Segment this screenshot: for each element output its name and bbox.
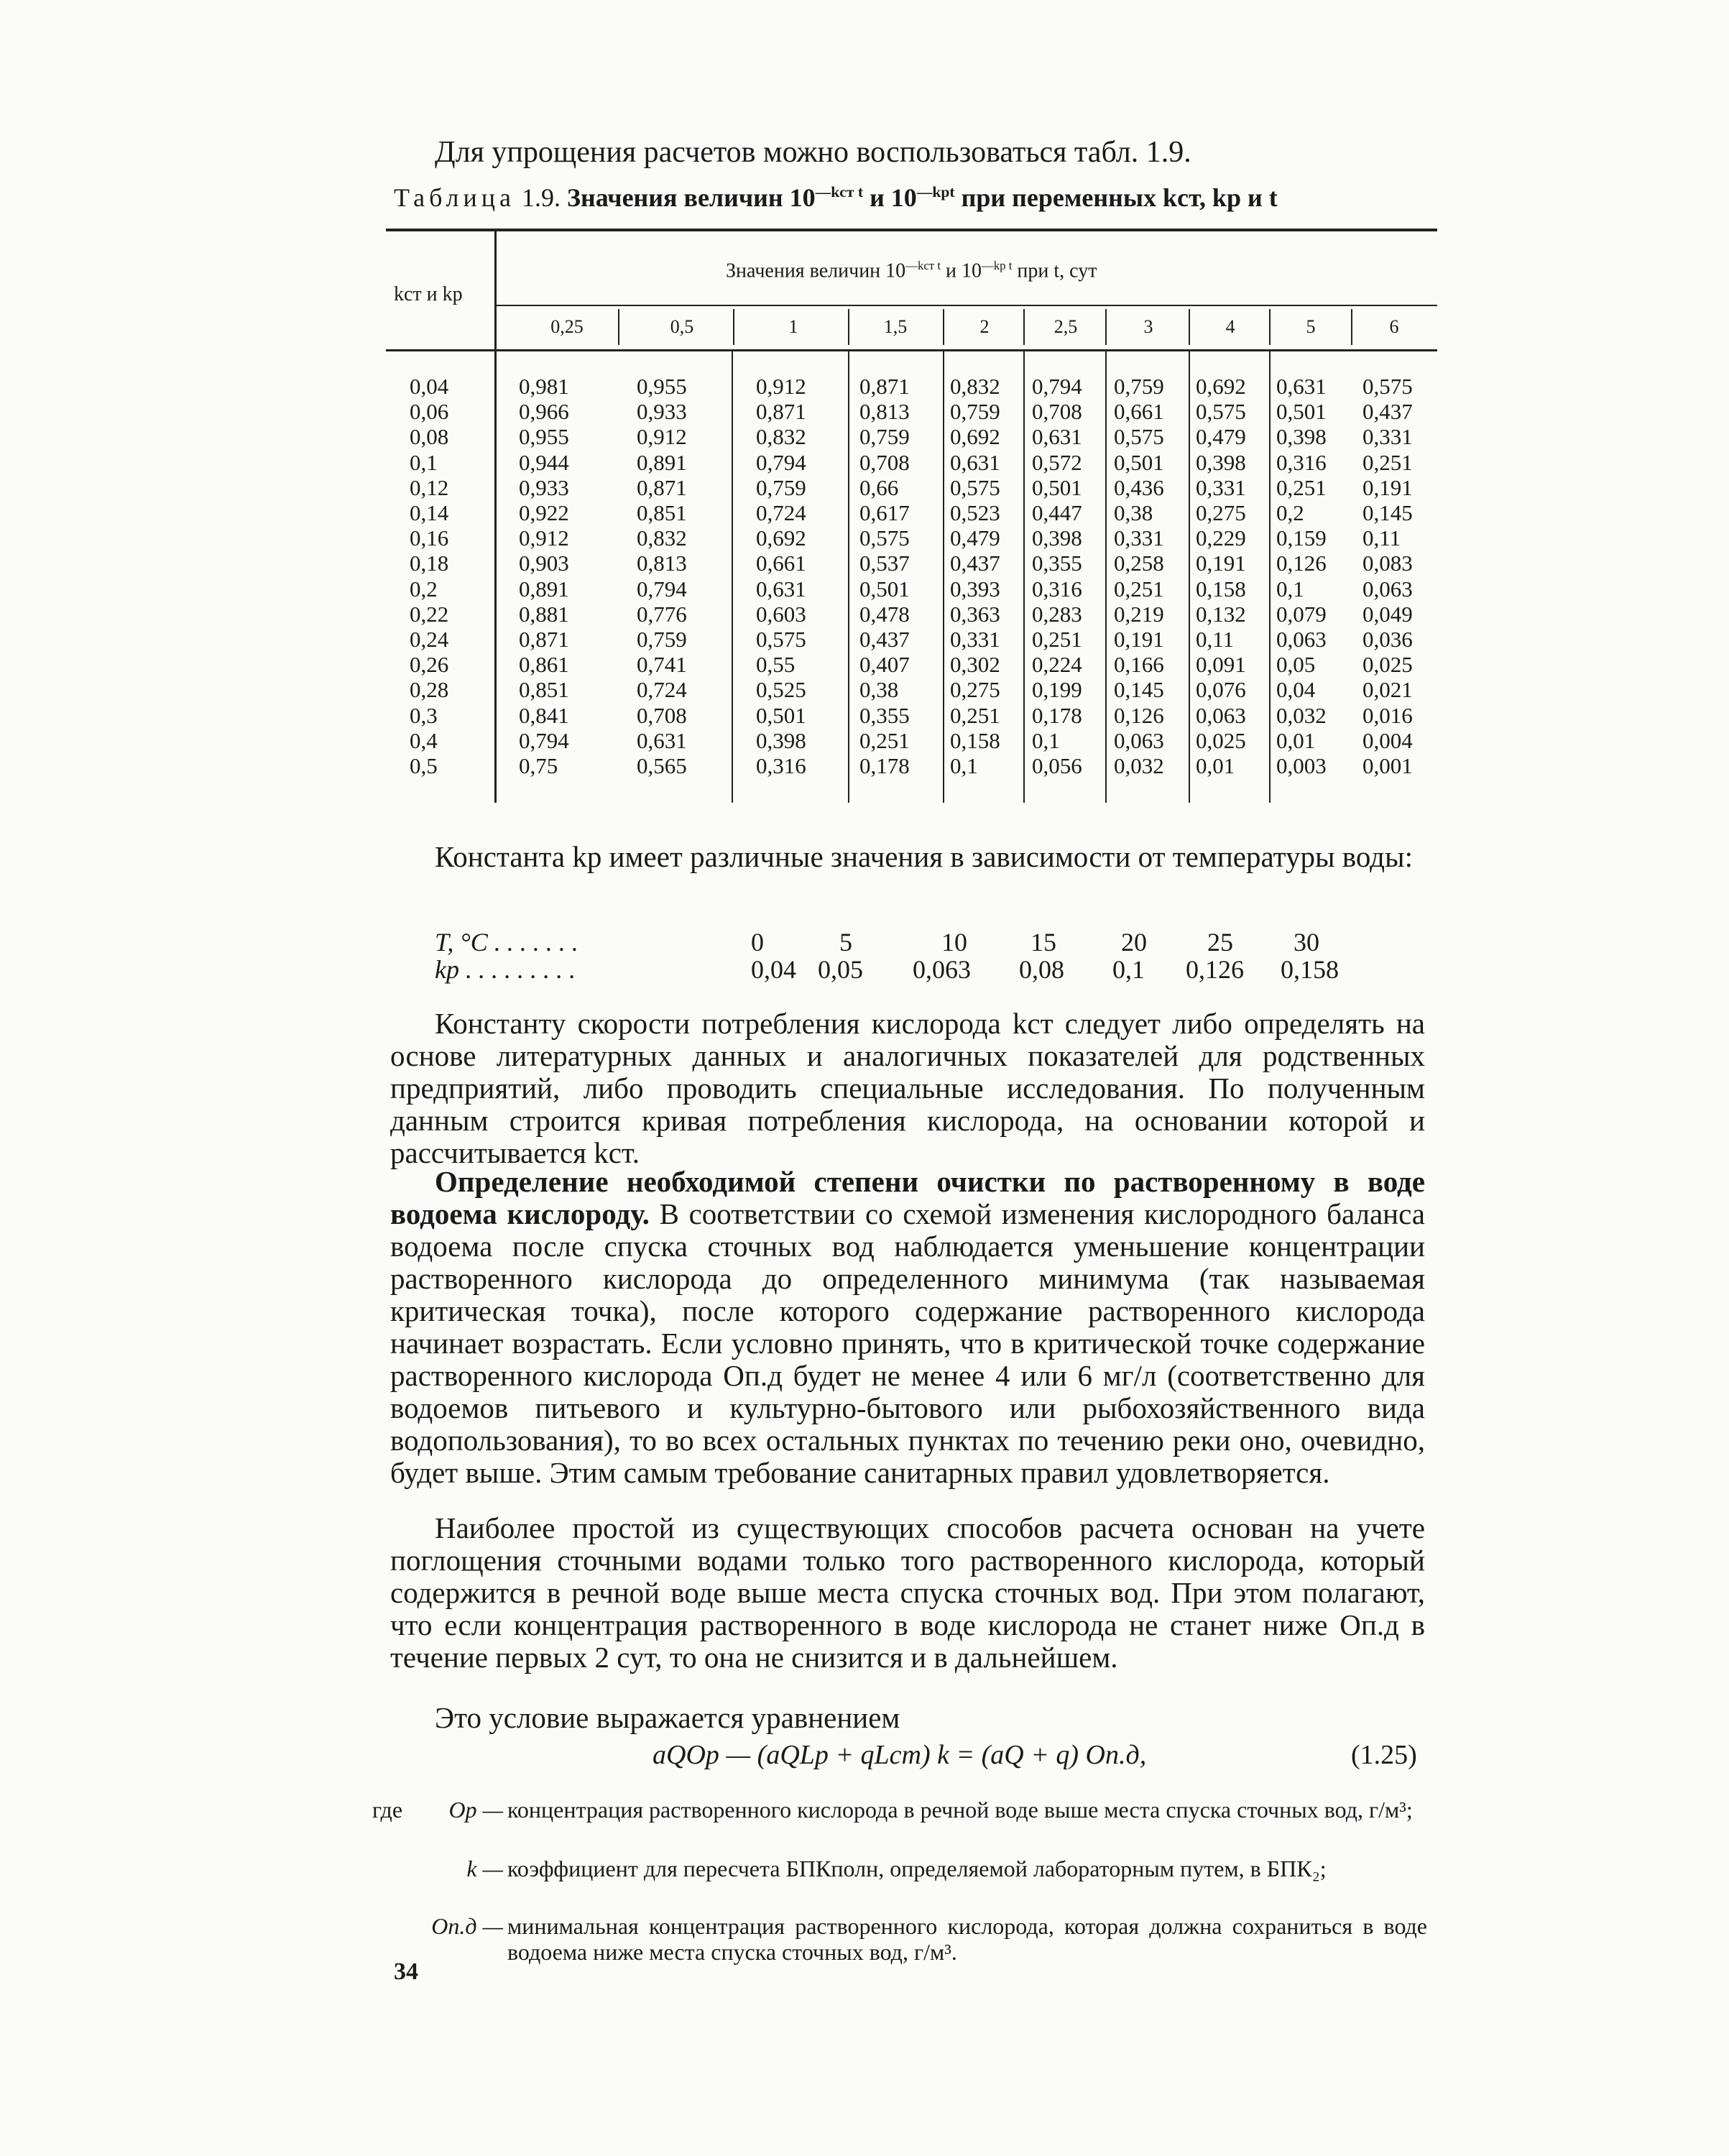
table-cell: 0,501 bbox=[1032, 474, 1082, 500]
kp-value: 0,126 bbox=[1186, 955, 1244, 984]
table-cell: 0,479 bbox=[1196, 424, 1246, 450]
table-cell: 0,145 bbox=[1114, 677, 1164, 703]
table-cell: 0,631 bbox=[1032, 424, 1082, 450]
table-cell: 0,407 bbox=[859, 652, 910, 678]
table-cell: 0,436 bbox=[1114, 474, 1164, 500]
row-k-value: 0,22 bbox=[410, 601, 449, 627]
group-exp2: —kp t bbox=[981, 259, 1013, 272]
table-cell: 0,159 bbox=[1276, 525, 1327, 551]
paragraph-definition bbox=[390, 1166, 1425, 1489]
row-k-value: 0,12 bbox=[410, 474, 449, 500]
table-subheader-rule bbox=[496, 305, 1437, 306]
table-cell: 0,966 bbox=[519, 399, 569, 425]
table-cell: 0,523 bbox=[950, 500, 1000, 525]
table-cell: 0,01 bbox=[1276, 727, 1316, 753]
table-cell: 0,316 bbox=[756, 753, 806, 778]
table-cell: 0,572 bbox=[1032, 449, 1082, 475]
table-cell: 0,891 bbox=[519, 576, 569, 602]
table-cell: 0,631 bbox=[637, 727, 687, 753]
table-cell: 0,933 bbox=[519, 474, 569, 500]
table-cell: 0,724 bbox=[756, 500, 806, 525]
table-cell: 0,832 bbox=[756, 424, 806, 450]
paragraph-simple-text: Наиболее простой из существующих способов расчета основан на учете поглощения сточными водами только того растворенного кислорода, который содержится в речной воде выше места спуска сточных вод. При этом полагают, что если концентрация растворенного в воде кислорода не станет ниже Oп.д в течение первых 2 сут, то она не снизится и в дальнейшем. bbox=[390, 1511, 1425, 1674]
table-cell: 0,132 bbox=[1196, 601, 1246, 627]
table-cell: 0,871 bbox=[637, 474, 687, 500]
paragraph-kp bbox=[390, 841, 1425, 873]
table-cell: 0,258 bbox=[1114, 550, 1164, 576]
table-cell: 0,04 bbox=[1276, 677, 1316, 703]
table-cell: 0,55 bbox=[756, 652, 796, 678]
table-cell: 0,021 bbox=[1363, 677, 1413, 703]
caption-number: 1.9. bbox=[521, 183, 561, 212]
table-cell: 0,1 bbox=[950, 753, 978, 778]
row-k-value: 0,24 bbox=[410, 627, 449, 652]
table-cell: 0,447 bbox=[1032, 500, 1082, 525]
table-top-rule bbox=[386, 229, 1437, 231]
table-cell: 0,004 bbox=[1363, 727, 1413, 753]
table-cell: 0,479 bbox=[950, 525, 1000, 551]
table-stub-header: kст и kр bbox=[394, 283, 463, 305]
table-cell: 0,631 bbox=[1276, 374, 1327, 399]
table-cell: 0,708 bbox=[859, 449, 910, 475]
column-header: 1 bbox=[788, 316, 798, 337]
table-cell: 0,66 bbox=[859, 474, 899, 500]
table-cell: 0,891 bbox=[637, 449, 687, 475]
kp-value: 0,063 bbox=[913, 955, 971, 984]
table-cell: 0,076 bbox=[1196, 677, 1246, 703]
table-cell: 0,871 bbox=[519, 627, 569, 652]
table-group-header bbox=[726, 259, 1097, 282]
definition-symbol: k — bbox=[466, 1856, 503, 1881]
column-header: 3 bbox=[1143, 316, 1153, 337]
table-cell: 0,001 bbox=[1363, 753, 1413, 778]
table-cell: 0,063 bbox=[1276, 627, 1327, 652]
temp-value: 5 bbox=[839, 928, 852, 957]
kp-value: 0,08 bbox=[1019, 955, 1064, 984]
table-cell: 0,841 bbox=[519, 702, 569, 728]
body-column-divider bbox=[1189, 351, 1190, 803]
column-header: 0,25 bbox=[550, 316, 584, 337]
table-cell: 0,661 bbox=[756, 550, 806, 576]
row-k-value: 0,2 bbox=[410, 576, 438, 602]
table-cell: 0,191 bbox=[1363, 474, 1413, 500]
paragraph-kst-text: Константу скорости потребления кислорода kст следует либо определять на основе литературных данных и аналогичных показателей для родственных предприятий, либо проводить специальные исследования. По полученным данным строится кривая потребления кислорода, на основании которой и рассчитывается kст. bbox=[390, 1007, 1425, 1169]
table-cell: 0,145 bbox=[1363, 500, 1413, 525]
table-cell: 0,575 bbox=[950, 474, 1000, 500]
table-cell: 0,933 bbox=[637, 399, 687, 425]
table-cell: 0,049 bbox=[1363, 601, 1413, 627]
temp-value: 20 bbox=[1121, 928, 1147, 957]
table-cell: 0,813 bbox=[637, 550, 687, 576]
table-cell: 0,631 bbox=[756, 576, 806, 602]
table-cell: 0,11 bbox=[1196, 627, 1235, 652]
table-cell: 0,025 bbox=[1196, 727, 1246, 753]
row-k-value: 0,5 bbox=[410, 753, 438, 778]
table-cell: 0,575 bbox=[1196, 399, 1246, 425]
row-k-value: 0,3 bbox=[410, 702, 438, 728]
definition-text: В соответствии со схемой изменения кислородного баланса водоема после спуска сточных вод наблюдается уменьшение концентрации растворенного кислорода до определенного минимума (так называемая критическая точка), после которого содержание растворенного кислорода начинает возрастать. Если условно принять, что в критической точке содержание растворенного кислорода Oп.д будет не менее 4 или 6 мг/л (соответственно для водоемов питьевого и культурно-бытового или рыбохозяйственного вида водопользования), то во всех остальных пунктах по течению реки оно, очевидно, будет выше. Этим самым требование санитарных правил удовлетворяется. bbox=[390, 1197, 1426, 1489]
definition-text: минимальная концентрация растворенного кислорода, которая должна сохраниться в воде водоема ниже места спуска сточных вод, г/м³. bbox=[507, 1913, 1427, 1965]
table-cell: 0,437 bbox=[950, 550, 1000, 576]
table-cell: 0,724 bbox=[637, 677, 687, 703]
temp-value: 15 bbox=[1031, 928, 1056, 957]
table-cell: 0,05 bbox=[1276, 652, 1316, 678]
table-cell: 0,501 bbox=[1114, 449, 1164, 475]
table-cell: 0,759 bbox=[756, 474, 806, 500]
intro-text: Для упрощения расчетов можно воспользоваться табл. 1.9. bbox=[435, 136, 1191, 169]
caption-exp2: —kpt bbox=[916, 183, 955, 201]
temp-value: 30 bbox=[1294, 928, 1319, 957]
table-cell: 0,575 bbox=[756, 627, 806, 652]
where-label: где bbox=[372, 1797, 403, 1823]
column-header: 5 bbox=[1306, 316, 1316, 337]
temp-value: 10 bbox=[941, 928, 967, 957]
table-cell: 0,158 bbox=[950, 727, 1000, 753]
table-cell: 0,025 bbox=[1363, 652, 1413, 678]
table-cell: 0,981 bbox=[519, 374, 569, 399]
body-column-divider bbox=[732, 351, 733, 803]
table-cell: 0,126 bbox=[1276, 550, 1327, 576]
table-cell: 0,178 bbox=[859, 753, 910, 778]
table-cell: 0,158 bbox=[1196, 576, 1246, 602]
row-k-value: 0,1 bbox=[410, 449, 438, 475]
row-k-value: 0,26 bbox=[410, 652, 449, 678]
table-stub-divider bbox=[494, 231, 497, 803]
table-cell: 0,794 bbox=[637, 576, 687, 602]
table-cell: 0,955 bbox=[519, 424, 569, 450]
equation: aQOр — (aQLр + qLст) k = (aQ + q) Oп.д, bbox=[653, 1740, 1147, 1770]
group-header-before: Значения величин 10 bbox=[726, 259, 906, 282]
equation-number: (1.25) bbox=[1351, 1740, 1417, 1770]
definition-heading: Определение необходимой степени очистки по растворенному в воде водоема кислороду. bbox=[390, 1165, 1425, 1230]
table-cell: 0,302 bbox=[950, 652, 1000, 678]
table-cell: 0,251 bbox=[950, 702, 1000, 728]
equation-intro: Это условие выражается уравнением bbox=[435, 1701, 900, 1734]
definition-text: коэффициент для пересчета БПКполн, определяемой лабораторным путем, в БПК₂; bbox=[507, 1856, 1327, 1881]
row-k-value: 0,14 bbox=[410, 500, 449, 525]
table-cell: 0,501 bbox=[756, 702, 806, 728]
table-cell: 0,708 bbox=[1032, 399, 1082, 425]
table-cell: 0,437 bbox=[1363, 399, 1413, 425]
table-cell: 0,759 bbox=[637, 627, 687, 652]
table-cell: 0,11 bbox=[1363, 525, 1401, 551]
table-cell: 0,1 bbox=[1276, 576, 1304, 602]
table-cell: 0,501 bbox=[1276, 399, 1327, 425]
table-cell: 0,079 bbox=[1276, 601, 1327, 627]
table-cell: 0,331 bbox=[1114, 525, 1164, 551]
table-cell: 0,275 bbox=[1196, 500, 1246, 525]
table-cell: 0,661 bbox=[1114, 399, 1164, 425]
column-header: 6 bbox=[1389, 316, 1399, 337]
table-cell: 0,251 bbox=[1114, 576, 1164, 602]
table-cell: 0,091 bbox=[1196, 652, 1246, 678]
table-cell: 0,316 bbox=[1276, 449, 1327, 475]
table-cell: 0,251 bbox=[859, 727, 910, 753]
table-cell: 0,191 bbox=[1196, 550, 1246, 576]
body-column-divider bbox=[943, 351, 944, 803]
table-cell: 0,083 bbox=[1363, 550, 1413, 576]
table-cell: 0,275 bbox=[950, 677, 1000, 703]
table-cell: 0,955 bbox=[637, 374, 687, 399]
kp-row-label: kр . . . . . . . . . bbox=[435, 955, 576, 984]
table-cell: 0,316 bbox=[1032, 576, 1082, 602]
column-header: 2 bbox=[979, 316, 990, 337]
table-cell: 0,851 bbox=[519, 677, 569, 703]
table-cell: 0,437 bbox=[859, 627, 910, 652]
table-cell: 0,501 bbox=[859, 576, 910, 602]
table-cell: 0,912 bbox=[756, 374, 806, 399]
table-cell: 0,794 bbox=[1032, 374, 1082, 399]
table-cell: 0,2 bbox=[1276, 500, 1304, 525]
definition-text: концентрация растворенного кислорода в речной воде выше места спуска сточных вод, г/м³; bbox=[507, 1797, 1413, 1823]
row-k-value: 0,18 bbox=[410, 550, 449, 576]
table-cell: 0,016 bbox=[1363, 702, 1413, 728]
table-cell: 0,832 bbox=[950, 374, 1000, 399]
table-cell: 0,393 bbox=[950, 576, 1000, 602]
table-cell: 0,794 bbox=[756, 449, 806, 475]
table-cell: 0,861 bbox=[519, 652, 569, 678]
table-cell: 0,032 bbox=[1114, 753, 1164, 778]
table-header-rule bbox=[386, 349, 1437, 351]
definition-symbol: Oп.д — bbox=[431, 1913, 503, 1939]
body-column-divider bbox=[848, 351, 849, 803]
table-cell: 0,912 bbox=[519, 525, 569, 551]
temp-row-label: T, °C . . . . . . . bbox=[435, 928, 578, 957]
table-cell: 0,692 bbox=[756, 525, 806, 551]
table-cell: 0,056 bbox=[1032, 753, 1082, 778]
table-cell: 0,881 bbox=[519, 601, 569, 627]
table-cell: 0,537 bbox=[859, 550, 910, 576]
caption-text-after: при переменных kст, kр и t bbox=[961, 183, 1278, 212]
table-cell: 0,224 bbox=[1032, 652, 1082, 678]
table-cell: 0,355 bbox=[1032, 550, 1082, 576]
table-cell: 0,219 bbox=[1114, 601, 1164, 627]
table-cell: 0,575 bbox=[859, 525, 910, 551]
table-cell: 0,283 bbox=[1032, 601, 1082, 627]
table-cell: 0,355 bbox=[859, 702, 910, 728]
table-cell: 0,692 bbox=[950, 424, 1000, 450]
table-cell: 0,708 bbox=[637, 702, 687, 728]
table-cell: 0,251 bbox=[1032, 627, 1082, 652]
table-cell: 0,032 bbox=[1276, 702, 1327, 728]
table-cell: 0,631 bbox=[950, 449, 1000, 475]
table-cell: 0,912 bbox=[637, 424, 687, 450]
table-cell: 0,759 bbox=[950, 399, 1000, 425]
kp-value: 0,04 bbox=[751, 955, 796, 984]
table-cell: 0,229 bbox=[1196, 525, 1246, 551]
caption-label: Таблица bbox=[394, 183, 515, 212]
table-cell: 0,166 bbox=[1114, 652, 1164, 678]
group-header-after: при t, сут bbox=[1017, 259, 1097, 282]
table-cell: 0,199 bbox=[1032, 677, 1082, 703]
table-cell: 0,063 bbox=[1363, 576, 1413, 602]
table-cell: 0,178 bbox=[1032, 702, 1082, 728]
table-cell: 0,191 bbox=[1114, 627, 1164, 652]
kp-value: 0,158 bbox=[1281, 955, 1339, 984]
table-cell: 0,832 bbox=[637, 525, 687, 551]
page-number: 34 bbox=[394, 1958, 418, 1985]
caption-exp1: —kст t bbox=[815, 183, 864, 201]
group-exp1: —kст t bbox=[905, 259, 941, 272]
column-header: 1,5 bbox=[883, 316, 908, 337]
table-cell: 0,398 bbox=[1032, 525, 1082, 551]
column-header: 0,5 bbox=[670, 316, 694, 337]
table-cell: 0,478 bbox=[859, 601, 910, 627]
body-column-divider bbox=[1023, 351, 1025, 803]
table-cell: 0,75 bbox=[519, 753, 558, 778]
table-cell: 0,525 bbox=[756, 677, 806, 703]
column-header: 4 bbox=[1225, 316, 1235, 337]
body-column-divider bbox=[1269, 351, 1271, 803]
table-cell: 0,794 bbox=[519, 727, 569, 753]
table-cell: 0,759 bbox=[1114, 374, 1164, 399]
paragraph-kst bbox=[390, 1008, 1425, 1169]
table-cell: 0,063 bbox=[1114, 727, 1164, 753]
definition-symbol: Oр — bbox=[448, 1797, 503, 1823]
row-k-value: 0,28 bbox=[410, 677, 449, 703]
row-k-value: 0,08 bbox=[410, 424, 449, 450]
row-k-value: 0,04 bbox=[410, 374, 449, 399]
table-cell: 0,126 bbox=[1114, 702, 1164, 728]
table-cell: 0,01 bbox=[1196, 753, 1235, 778]
table-cell: 0,398 bbox=[1196, 449, 1246, 475]
column-header: 2,5 bbox=[1053, 316, 1078, 337]
caption-mid: и 10 bbox=[870, 183, 917, 212]
table-caption bbox=[394, 183, 1278, 213]
table-cell: 0,363 bbox=[950, 601, 1000, 627]
table-cell: 0,575 bbox=[1114, 424, 1164, 450]
table-cell: 0,38 bbox=[859, 677, 899, 703]
table-cell: 0,692 bbox=[1196, 374, 1246, 399]
table-cell: 0,251 bbox=[1276, 474, 1327, 500]
table-cell: 0,003 bbox=[1276, 753, 1327, 778]
table-cell: 0,944 bbox=[519, 449, 569, 475]
table-cell: 0,871 bbox=[859, 374, 910, 399]
body-column-divider bbox=[1105, 351, 1107, 803]
table-cell: 0,603 bbox=[756, 601, 806, 627]
table-cell: 0,741 bbox=[637, 652, 687, 678]
table-cell: 0,871 bbox=[756, 399, 806, 425]
table-cell: 0,565 bbox=[637, 753, 687, 778]
table-cell: 0,759 bbox=[859, 424, 910, 450]
table-cell: 0,331 bbox=[1363, 424, 1413, 450]
table-cell: 0,851 bbox=[637, 500, 687, 525]
table-cell: 0,903 bbox=[519, 550, 569, 576]
table-cell: 0,617 bbox=[859, 500, 910, 525]
table-cell: 0,398 bbox=[1276, 424, 1327, 450]
row-k-value: 0,4 bbox=[410, 727, 438, 753]
table-cell: 0,776 bbox=[637, 601, 687, 627]
table-cell: 0,38 bbox=[1114, 500, 1153, 525]
temp-value: 0 bbox=[751, 928, 764, 957]
table-cell: 0,331 bbox=[950, 627, 1000, 652]
caption-text-before: Значения величин 10 bbox=[566, 183, 816, 212]
paragraph-simple bbox=[390, 1512, 1425, 1674]
temp-value: 25 bbox=[1207, 928, 1233, 957]
row-k-value: 0,16 bbox=[410, 525, 449, 551]
table-cell: 0,922 bbox=[519, 500, 569, 525]
table-cell: 0,251 bbox=[1363, 449, 1413, 475]
table-cell: 0,331 bbox=[1196, 474, 1246, 500]
table-cell: 0,036 bbox=[1363, 627, 1413, 652]
paragraph-kp-text: Константа kр имеет различные значения в зависимости от температуры воды: bbox=[435, 840, 1413, 873]
table-cell: 0,813 bbox=[859, 399, 910, 425]
table-cell: 0,398 bbox=[756, 727, 806, 753]
group-mid: и 10 bbox=[945, 259, 982, 282]
kp-value: 0,1 bbox=[1112, 955, 1145, 984]
kp-value: 0,05 bbox=[818, 955, 863, 984]
table-cell: 0,063 bbox=[1196, 702, 1246, 728]
row-k-value: 0,06 bbox=[410, 399, 449, 425]
table-cell: 0,575 bbox=[1363, 374, 1413, 399]
table-cell: 0,1 bbox=[1032, 727, 1060, 753]
